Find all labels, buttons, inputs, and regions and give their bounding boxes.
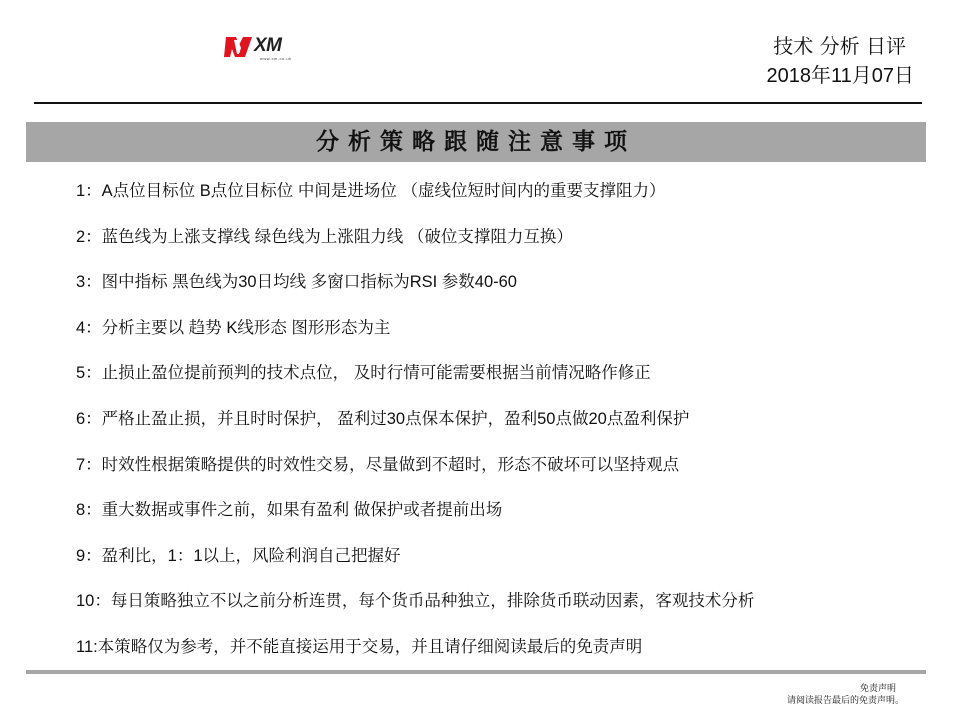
list-item: 1：A点位目标位 B点位目标位 中间是进场位 （虚线位短时间内的重要支撑阻力） <box>76 182 666 200</box>
notes-list <box>76 178 936 680</box>
logo-subtext: www.xm.co.uk <box>260 56 292 61</box>
list-item: 9：盈利比，1：1以上，风险利润自己把握好 <box>76 546 401 565</box>
section-header-bar <box>26 122 926 162</box>
list-item: 8：重大数据或事件之前，如果有盈利 做保护或者提前出场 <box>76 501 503 520</box>
disclaimer-title: 免责声明 <box>859 684 896 694</box>
footer-divider <box>26 670 926 674</box>
list-item: 10：每日策略独立不以之前分析连贯，每个货币品种独立，排除货币联动因素，客观技术分析 <box>76 592 755 611</box>
xm-logo <box>224 36 300 62</box>
list-item: 7：时效性根据策略提供的时效性交易，尽量做到不超时，形态不破坏可以坚持观点 <box>76 455 680 474</box>
disclaimer-note: 请阅读报告最后的免责声明。 <box>786 696 904 706</box>
list-item: 5：止损止盈位提前预判的技术点位， 及时行情可能需要根据当前情况略作修正 <box>76 364 651 383</box>
report-date: 2018年11月07日 <box>766 65 914 87</box>
header-divider <box>34 102 922 104</box>
logo-text: XM <box>254 35 282 56</box>
xm-logo-mark-icon <box>224 36 254 58</box>
section-title: 分析策略跟随注意事项 <box>316 129 636 155</box>
list-item: 11:本策略仅为参考，并不能直接运用于交易，并且请仔细阅读最后的免责声明 <box>76 637 643 656</box>
list-item: 3：图中指标 黑色线为30日均线 多窗口指标为RSI 参数40-60 <box>76 273 517 292</box>
report-title: 技术 分析 日评 <box>773 34 906 58</box>
list-item: 4：分析主要以 趋势 K线形态 图形形态为主 <box>76 318 391 337</box>
list-item: 6：严格止盈止损，并且时时保护， 盈利过30点保本保护，盈利50点做20点盈利保护 <box>76 409 690 428</box>
list-item: 2：蓝色线为上涨支撑线 绿色线为上涨阻力线 （破位支撑阻力互换） <box>76 227 573 246</box>
